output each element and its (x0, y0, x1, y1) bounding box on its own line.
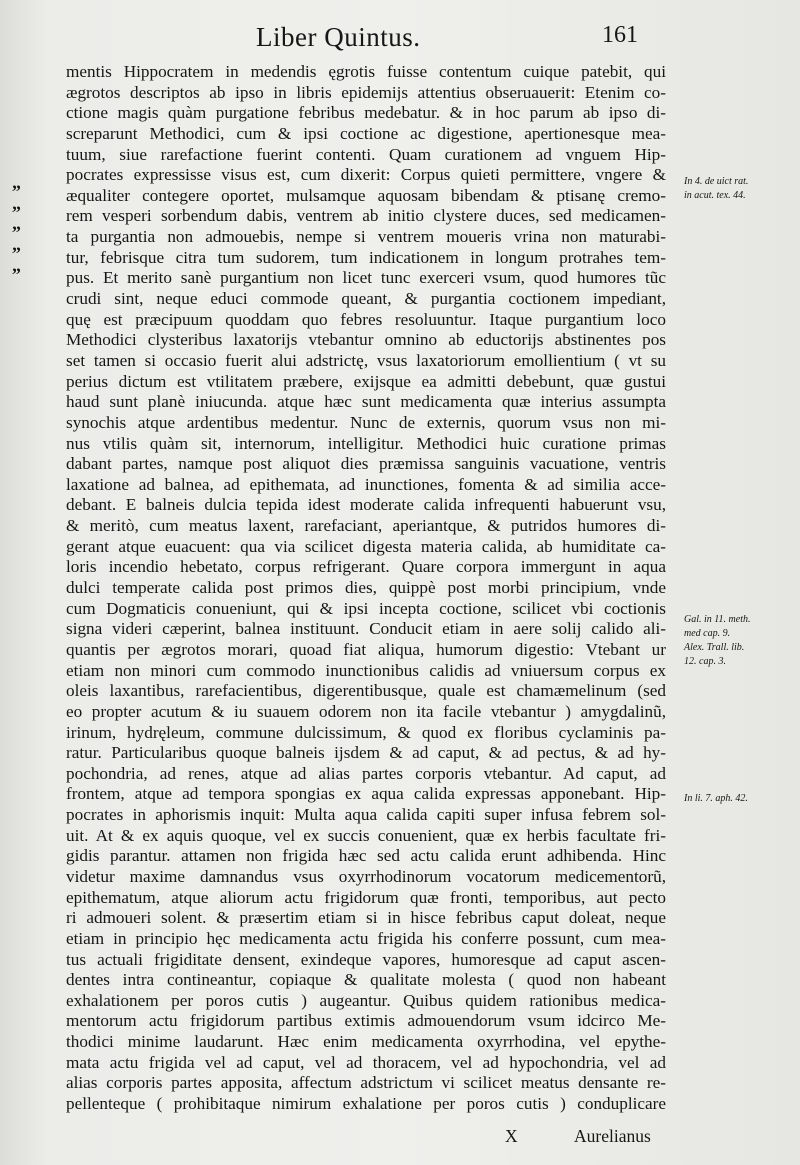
running-head (60, 20, 660, 54)
text-line: pocrates in aphorismis inquit: Multa aqua calida capiti super infusa febrem sol- (66, 805, 666, 825)
text-line: oleis laxantibus, rarefacientibus, digerentibusque, quale est chamæmelinum (sed (66, 681, 666, 701)
signature-mark: X (505, 1126, 518, 1146)
text-line: tus actuali frigiditate densent, exindeque vapores, humoresque ad caput ascen- (66, 949, 666, 969)
text-line: irinum, hydręleum, commune dulcissimum, & quod ex floribus cyclaminis pa- (66, 722, 666, 742)
page-number: 161 (602, 22, 638, 48)
text-line: ctione magis quàm purgatione febribus medebatur. & in hoc parum ab ipso di- (66, 103, 666, 123)
text-line: debant. E balneis dulcia tepida idest moderate calida infrequenti habuerunt vsu, (66, 495, 666, 515)
quote-mark: „ (12, 254, 21, 275)
text-line: dabant partes, namque post aliquot dies præmissa sanguinis vacuatione, ventris (66, 454, 666, 474)
marginal-note-line: med cap. 9. (684, 628, 731, 639)
text-line: videtur maxime damnandus vsus oxyrrhodinorum vocatorum medicementorũ, (66, 866, 666, 886)
text-line: æqualiter contegere oportet, mulsamque aquosam bibendam & ptisanę cremo- (66, 185, 666, 205)
marginal-note-line: In li. 7. aph. 42. (684, 793, 748, 804)
text-line: cum Dogmaticis conueniunt, qui & ipsi incepta coctione, scilicet vbi coctionis (66, 598, 666, 618)
text-line: ri admoueri solent. & præsertim etiam si in hisce febribus caput doleat, neque (66, 908, 666, 928)
text-line: haud sunt planè iniucunda. atque hæc sunt medicamenta quæ interius assumpta (66, 392, 666, 412)
text-line: tur, febrisque citra tum sudorem, tum indicationem in longum protrahes tem- (66, 247, 666, 267)
text-line: etiam in principio hęc medicamenta actu frigida his conferre possunt, cum mea- (66, 928, 666, 948)
text-line: pus. Et merito sanè purgantium non licet tunc exerceri vsum, quod humores tũc (66, 268, 666, 288)
text-line: alias corporis partes apposita, affectum adstrictum vi scilicet meatus densante re- (66, 1073, 666, 1093)
quote-mark: „ (12, 213, 21, 234)
text-line: gerant atque euacuent: qua via scilicet digesta materia calida, ab humiditate ca- (66, 536, 666, 556)
text-line: epithematum, atque aliorum actu frigidorum quæ fronti, temporibus, aut pecto (66, 887, 666, 907)
text-line: thodici minime laudarunt. Hæc enim medicamenta oxyrrhodina, vel epythe- (66, 1032, 666, 1052)
text-line: uit. At & ex aquis quoque, vel ex succis conuenient, quæ ex herbis facultate fri- (66, 825, 666, 845)
text-line: loris incendio hebetato, corpus refrigerant. Quare corpora immergunt in aqua (66, 557, 666, 577)
marginal-note (684, 792, 794, 806)
page-title: Liber Quintus. (256, 22, 421, 52)
text-line: nus vtilis quàm sit, internorum, intelligitur. Methodici huic curatione primas (66, 433, 666, 453)
text-line: mata actu frigida vel ad caput, vel ad thoracem, vel ad hypochondria, vel ad (66, 1052, 666, 1072)
marginal-note-line: Gal. in 11. meth. (684, 614, 751, 625)
body-text (66, 62, 666, 1115)
text-line: & meritò, cum meatus laxent, rarefaciant, aperiantque, & putridos humores di- (66, 516, 666, 536)
text-line: ægrotos descriptos ab ipso in libris epidemijs attentius obseruauerit: Etenim co- (66, 82, 666, 102)
text-line: laxatione ad balnea, ad epithemata, ad inunctiones, fomenta & ad similia acce- (66, 474, 666, 494)
text-line: mentis Hippocratem in medendis ęgrotis fuisse contentum cuique patebit, qui (66, 62, 666, 81)
text-line: Methodici clysteribus laxatorijs vtebantur omnino ab eductorijs abstinentes pos (66, 330, 666, 350)
text-line: synochis atque ardentibus medentur. Nunc de externis, quorum vsus non mi- (66, 412, 666, 432)
text-line: signa videri cæperint, balnea instituunt. Conducit etiam in aere solij calido ali- (66, 619, 666, 639)
marginal-note (684, 175, 794, 203)
marginal-note-line: in acut. tex. 44. (684, 190, 746, 201)
text-line: quantis per ægrotos morari, quoad fiat aliqua, humorum digestio: Vtebant ur (66, 639, 666, 659)
text-line: frontem, atque ad tempora spongias ex aqua calida expressas apponebant. Hip- (66, 784, 666, 804)
quote-mark: „ (12, 172, 21, 192)
text-line: mentorum actu frigidorum partibus extimis admouendorum vsum idcirco Me- (66, 1011, 666, 1031)
text-line: ratur. Particularibus quoque balneis ijsdem & ad caput, & ad pectus, & ad hy- (66, 743, 666, 763)
text-line: rem vesperi sorbendum dabis, ventrem ab initio clystere duces, sed medicamen- (66, 206, 666, 226)
text-line: dentes intra contineantur, copiaque & qualitate molesta ( quod non habeant (66, 970, 666, 990)
text-line: set tamen si occasio fuerit alui adstrictę, vsus laxatoriorum emollientium ( vt su (66, 350, 666, 370)
quote-mark: „ (12, 233, 21, 254)
text-line: quę est præcipuum quoddam quo febres resoluuntur. Itaque purgantium loco (66, 309, 666, 329)
margin-quote-marks (12, 172, 52, 275)
text-line: dulci temperate calida post primos dies, quippè post morbi principium, vnde (66, 578, 666, 598)
text-line: pochondria, ad renes, atque ad alias partes corporis vtebantur. Ad caput, ad (66, 763, 666, 783)
text-line: screparunt Methodici, cum & ipsi coctione ac digestione, apertionesque mea- (66, 123, 666, 143)
text-line: pocrates expressisse visus est, cum dixerit: Corpus quieti permittere, vngere & (66, 165, 666, 185)
marginal-note-line: In 4. de uict rat. (684, 176, 749, 187)
quote-mark: „ (12, 192, 21, 213)
text-line: eo propter acutum & iu suauem odorem non ita facile vtebantur ) amygdalinũ, (66, 701, 666, 721)
text-line: tuum, siue rarefactione fuerint contenti. Quam curationem ad vnguem Hip- (66, 144, 666, 164)
text-line: etiam non minori cum commodo inunctionibus calidis ad vniuersum corpus ex (66, 660, 666, 680)
marginal-note-line: 12. cap. 3. (684, 656, 726, 667)
text-line: ta purgantia non admouebis, nempe si ventrem moueris vrina non maturabi- (66, 227, 666, 247)
catchword: Aurelianus (574, 1126, 651, 1146)
text-line: gidis parantur. attamen non frigida hæc sed actu calida erunt adhibenda. Hinc (66, 846, 666, 866)
marginal-note-line: Alex. Trall. lib. (684, 642, 745, 653)
text-line: pellenteque ( prohibitaque nimirum exhalatione per poros cutis ) conduplicare (66, 1094, 666, 1114)
marginal-note (684, 613, 794, 669)
text-line: perius dictum est vtilitatem præbere, exijsque ea admitti debebunt, quæ gustui (66, 371, 666, 391)
text-line: exhalationem per poros cutis ) augeantur. Quibus quidem rationibus medica- (66, 990, 666, 1010)
text-line: crudi sint, neque educi commode queant, & purgantia coctionem impediant, (66, 289, 666, 309)
